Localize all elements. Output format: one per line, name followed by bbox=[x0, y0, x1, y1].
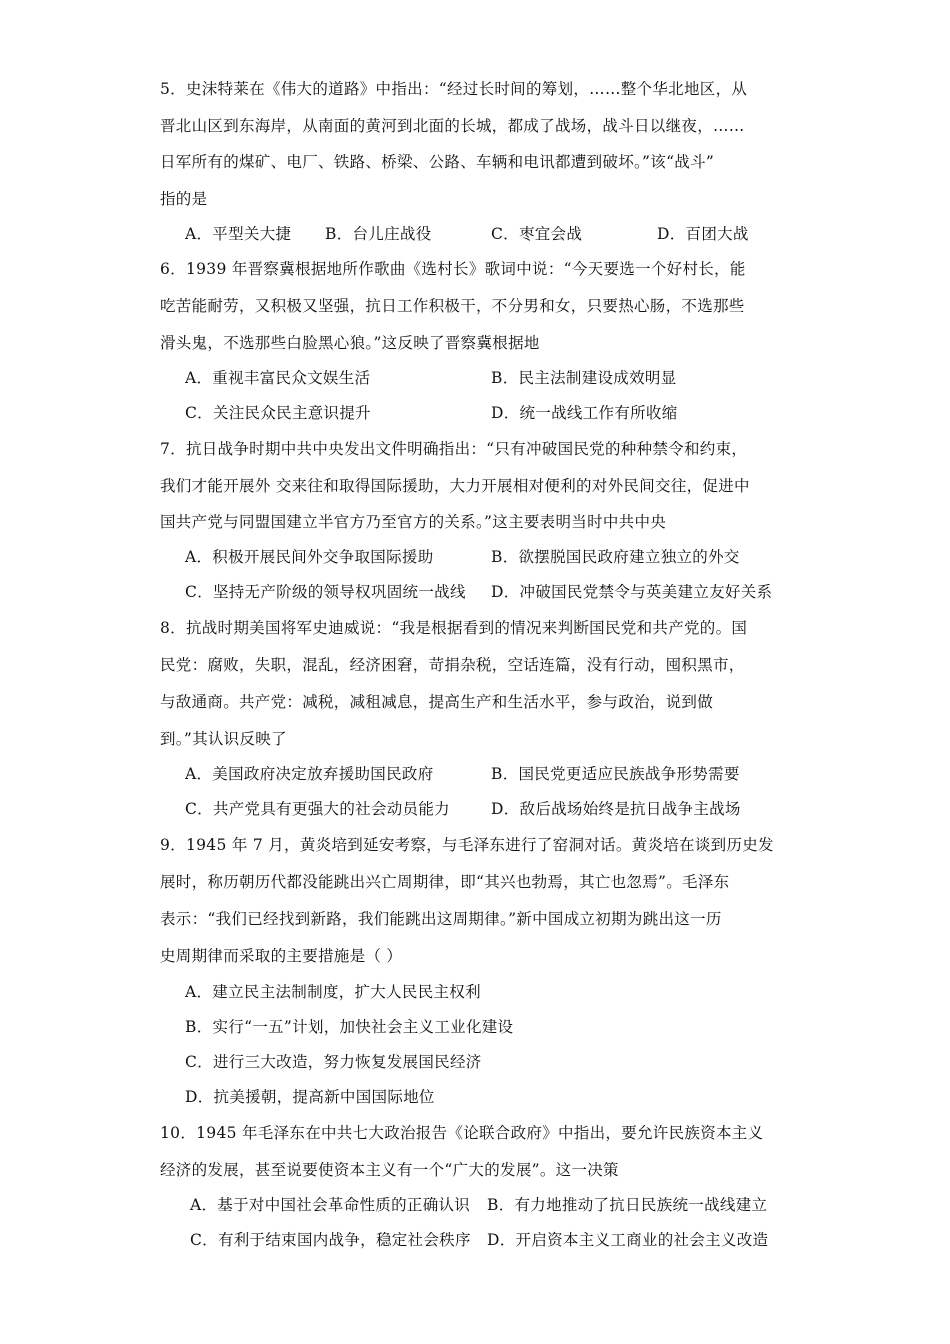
question-7-line-2: 我们才能开展外 交来往和取得国际援助，大力开展相对便利的对外民间交往，促进中 bbox=[160, 477, 750, 495]
question-7-option-d: D．冲破国民党禁令与英美建立友好关系 bbox=[491, 583, 773, 601]
question-10-option-d: D．开启资本主义工商业的社会主义改造 bbox=[487, 1231, 769, 1249]
question-6-option-b: B．民主法制建设成效明显 bbox=[491, 369, 677, 387]
question-9-line-3: 表示：“我们已经找到新路，我们能跳出这周期律。”新中国成立初期为跳出这一历 bbox=[160, 910, 722, 928]
question-6-line-2: 吃苦能耐劳，又积极又坚强，抗日工作积极干，不分男和女，只要热心肠，不选那些 bbox=[160, 297, 745, 315]
question-5-line-1: 5．史沫特莱在《伟大的道路》中指出：“经过长时间的筹划，……整个华北地区，从 bbox=[160, 80, 748, 98]
question-10-option-c: C．有利于结束国内战争，稳定社会秩序 bbox=[190, 1231, 471, 1249]
question-9-option-b: B．实行“一五”计划，加快社会主义工业化建设 bbox=[185, 1018, 514, 1036]
question-8-line-1: 8．抗战时期美国将军史迪威说：“我是根据看到的情况来判断国民党和共产党的。国 bbox=[160, 619, 748, 637]
question-9-line-1: 9．1945 年 7 月，黄炎培到延安考察，与毛泽东进行了窑洞对话。黄炎培在谈到历史发 bbox=[160, 836, 774, 854]
question-6-option-c: C．关注民众民主意识提升 bbox=[185, 404, 371, 422]
question-9-option-a: A．建立民主法制制度，扩大人民民主权利 bbox=[185, 983, 481, 1001]
question-7-line-3: 国共产党与同盟国建立半官方乃至官方的关系。”这主要表明当时中共中央 bbox=[160, 513, 667, 531]
question-8-line-3: 与敌通商。共产党：减税，减租减息，提高生产和生活水平，参与政治，说到做 bbox=[160, 693, 714, 711]
question-8-line-2: 民党：腐败，失职，混乱，经济困窘，苛捐杂税，空话连篇，没有行动，囤积黑市， bbox=[160, 656, 745, 674]
question-5-option-d: D．百团大战 bbox=[657, 225, 749, 243]
question-5-line-4: 指的是 bbox=[160, 190, 208, 208]
question-8-option-a: A．美国政府决定放弃援助国民政府 bbox=[185, 765, 434, 783]
question-6-line-1: 6．1939 年晋察冀根据地所作歌曲《选村长》歌词中说：“今天要选一个好村长，能 bbox=[160, 260, 746, 278]
question-9-line-4: 史周期律而采取的主要措施是（ ） bbox=[160, 947, 403, 965]
question-5-option-a: A．平型关大捷 bbox=[185, 225, 292, 243]
question-5-option-b: B．台儿庄战役 bbox=[325, 225, 432, 243]
question-8-line-4: 到。”其认识反映了 bbox=[160, 730, 287, 748]
question-7-line-1: 7．抗日战争时期中共中央发出文件明确指出：“只有冲破国民党的种种禁令和约束， bbox=[160, 440, 748, 458]
question-7-option-a: A．积极开展民间外交争取国际援助 bbox=[185, 548, 434, 566]
question-10-option-a: A．基于对中国社会革命性质的正确认识 bbox=[190, 1196, 471, 1214]
question-6-option-d: D．统一战线工作有所收缩 bbox=[491, 404, 678, 422]
question-7-option-c: C．坚持无产阶级的领导权巩固统一战线 bbox=[185, 583, 466, 601]
question-9-option-c: C．进行三大改造，努力恢复发展国民经济 bbox=[185, 1053, 482, 1071]
question-10-line-1: 10．1945 年毛泽东在中共七大政治报告《论联合政府》中指出，要允许民族资本主义 bbox=[160, 1124, 764, 1142]
question-5-option-c: C．枣宜会战 bbox=[491, 225, 583, 243]
question-9-line-2: 展时，称历朝历代都没能跳出兴亡周期律，即“其兴也勃焉，其亡也忽焉”。毛泽东 bbox=[160, 873, 730, 891]
question-5-line-2: 晋北山区到东海岸，从南面的黄河到北面的长城，都成了战场，战斗日以继夜，…… bbox=[160, 117, 745, 135]
question-7-option-b: B．欲摆脱国民政府建立独立的外交 bbox=[491, 548, 740, 566]
question-6-line-3: 滑头鬼，不选那些白脸黑心狼。”这反映了晋察冀根据地 bbox=[160, 334, 540, 352]
question-8-option-d: D．敌后战场始终是抗日战争主战场 bbox=[491, 800, 741, 818]
question-8-option-b: B．国民党更适应民族战争形势需要 bbox=[491, 765, 740, 783]
question-6-option-a: A．重视丰富民众文娱生活 bbox=[185, 369, 371, 387]
question-9-option-d: D．抗美援朝，提高新中国国际地位 bbox=[185, 1088, 435, 1106]
question-10-option-b: B．有力地推动了抗日民族统一战线建立 bbox=[487, 1196, 768, 1214]
question-8-option-c: C．共产党具有更强大的社会动员能力 bbox=[185, 800, 450, 818]
question-5-line-3: 日军所有的煤矿、电厂、铁路、桥梁、公路、车辆和电讯都遭到破坏。”该“战斗” bbox=[160, 153, 715, 171]
question-10-line-2: 经济的发展，甚至说要使资本主义有一个“广大的发展”。这一决策 bbox=[160, 1161, 619, 1179]
